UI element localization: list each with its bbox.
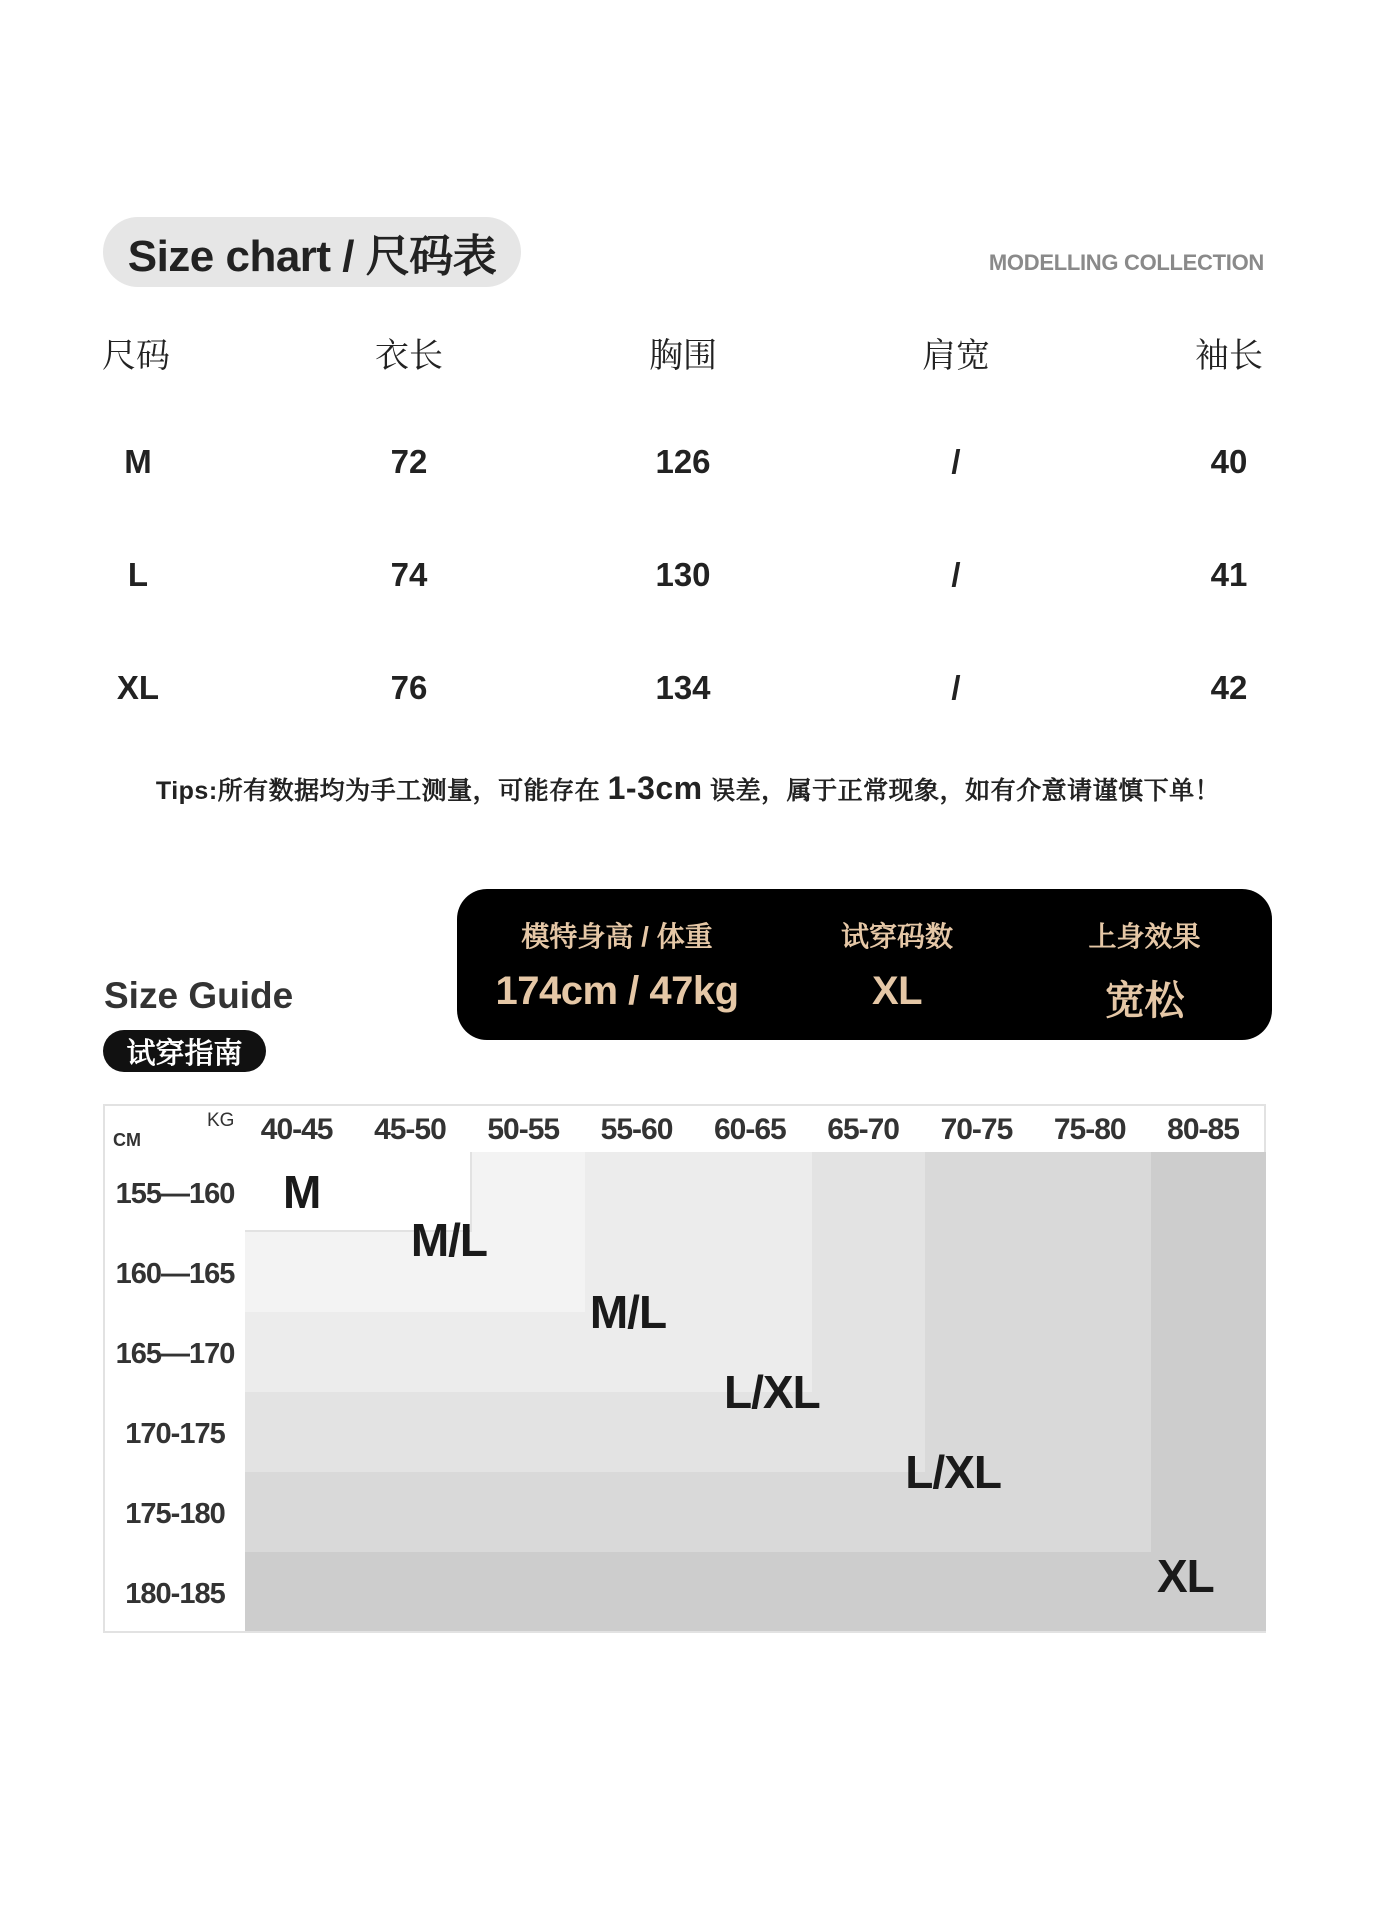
table-cell: M — [124, 443, 152, 480]
model-size-label: 试穿码数 — [840, 921, 953, 952]
size-zone-label: M/L — [589, 1286, 667, 1338]
tips-text-before: Tips:所有数据均为手工测量，可能存在 — [155, 777, 601, 805]
tips-highlight: 1-3cm — [607, 770, 703, 806]
table-cell: / — [951, 443, 961, 480]
cm-axis-label: CM — [113, 1130, 141, 1150]
table-cell: 134 — [655, 669, 711, 706]
table-cell: 72 — [390, 443, 428, 480]
weight-range-header: 45-50 — [374, 1113, 446, 1146]
table-cell: 126 — [655, 443, 711, 480]
size-zone-label: L/XL — [905, 1446, 1001, 1498]
column-header-sleeve: 袖长 — [1195, 336, 1263, 375]
height-range-header: 160—165 — [115, 1257, 235, 1290]
table-cell: 76 — [390, 669, 428, 706]
height-range-header: 175-180 — [125, 1497, 225, 1530]
weight-range-header: 40-45 — [260, 1113, 333, 1146]
table-cell: L — [127, 556, 149, 593]
tips-text-after: 误差，属于正常现象，如有介意请谨慎下单！ — [710, 777, 1221, 805]
size-zone-label: XL — [1156, 1550, 1214, 1602]
modelling-collection-label: MODELLING COLLECTION — [988, 250, 1264, 275]
height-range-header: 170-175 — [125, 1417, 225, 1450]
size-table-header — [80, 322, 1292, 382]
model-size-value: XL — [871, 969, 923, 1013]
weight-range-header: 70-75 — [940, 1113, 1013, 1146]
table-cell: / — [951, 669, 961, 706]
model-height-weight-value: 174cm / 47kg — [495, 969, 739, 1013]
weight-range-header: 65-70 — [827, 1113, 899, 1146]
table-cell: 41 — [1210, 556, 1248, 593]
model-info-box — [457, 889, 1272, 1040]
table-cell: 74 — [390, 556, 428, 593]
height-range-header: 180-185 — [125, 1577, 225, 1610]
column-header-size: 尺码 — [102, 336, 170, 375]
size-zone-label: L/XL — [724, 1366, 820, 1418]
table-cell: 40 — [1210, 443, 1248, 480]
weight-range-header: 75-80 — [1053, 1113, 1126, 1146]
weight-range-header: 50-55 — [487, 1113, 560, 1146]
column-header-shoulder: 肩宽 — [922, 336, 990, 375]
table-row — [80, 545, 1292, 605]
table-cell: XL — [116, 669, 160, 706]
table-row — [80, 658, 1292, 718]
column-header-length: 衣长 — [375, 336, 443, 375]
measurement-tips — [0, 770, 1376, 807]
weight-range-header: 55-60 — [600, 1113, 673, 1146]
model-fit-label: 上身效果 — [1088, 921, 1201, 952]
size-chart-title: Size chart / 尺码表 — [103, 217, 521, 287]
height-range-header: 155—160 — [115, 1177, 235, 1210]
weight-range-header: 60-65 — [713, 1113, 786, 1146]
column-header-chest: 胸围 — [649, 336, 717, 375]
size-guide-chart — [103, 1104, 1266, 1633]
size-guide-chart-inner — [105, 1106, 1264, 1631]
model-height-weight-label: 模特身高 / 体重 — [521, 921, 713, 952]
table-cell: / — [951, 556, 961, 593]
weight-range-header: 80-85 — [1167, 1113, 1239, 1146]
model-height-weight — [457, 889, 777, 1040]
table-cell: 42 — [1210, 669, 1248, 706]
model-size — [777, 889, 1017, 1040]
table-cell: 130 — [655, 556, 711, 593]
size-guide-subtitle: 试穿指南 — [103, 1030, 266, 1072]
size-zone-label: M/L — [410, 1214, 488, 1266]
size-guide-title: Size Guide — [104, 975, 294, 1016]
kg-axis-label: KG — [207, 1110, 235, 1131]
model-fit-value: 宽松 — [1105, 979, 1184, 1023]
table-row — [80, 432, 1292, 492]
height-range-header: 165—170 — [115, 1337, 235, 1370]
size-zone-label: M — [282, 1166, 321, 1218]
model-fit — [1017, 889, 1272, 1040]
